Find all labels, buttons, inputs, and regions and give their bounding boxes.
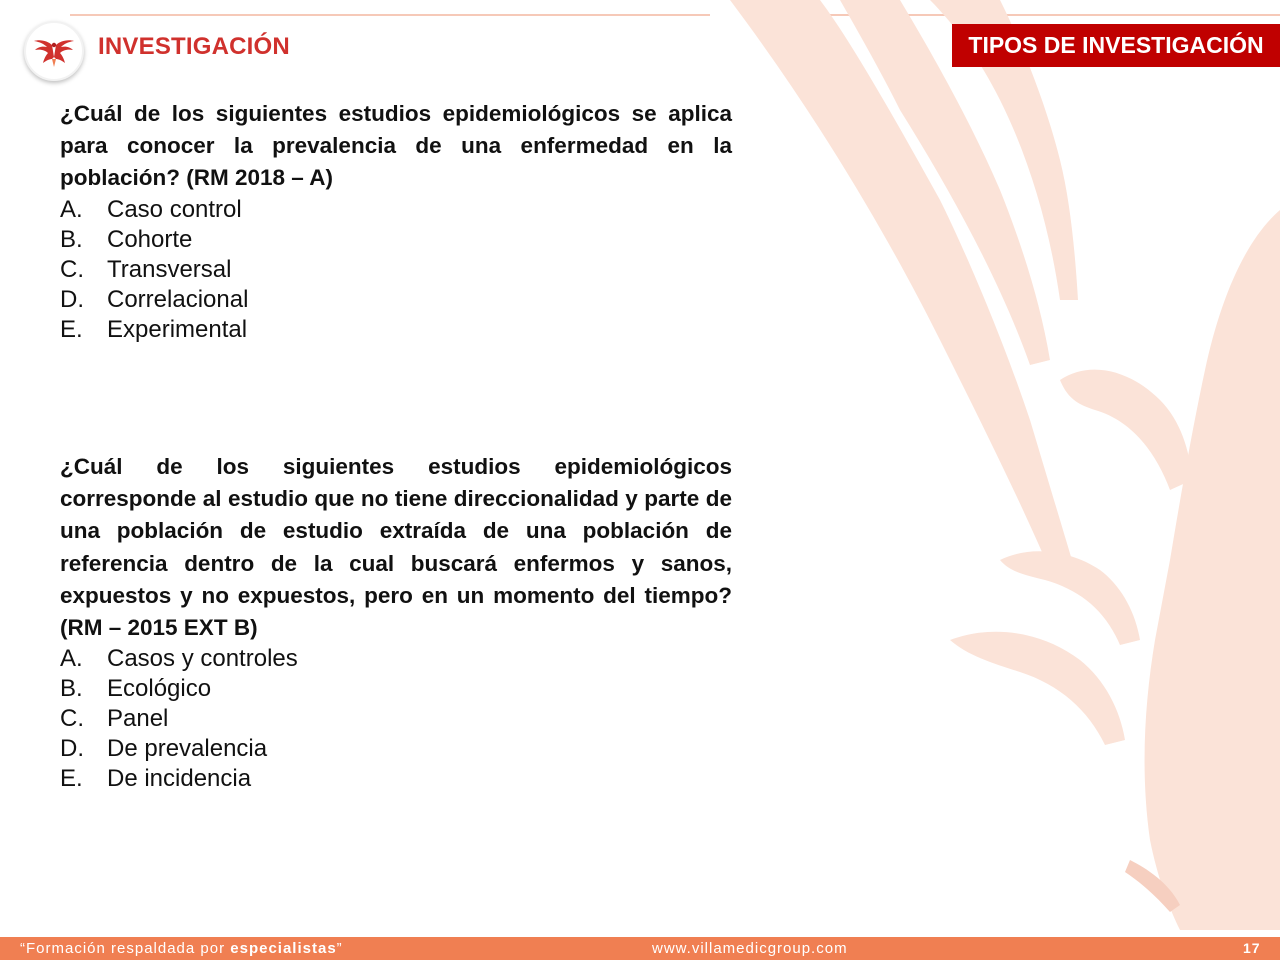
question-text: ¿Cuál de los siguientes estudios epidemiológicos se aplica para conocer la prevalencia de una enfermedad en la población? (RM 2018 – A) <box>60 101 732 191</box>
option-letter: C. <box>60 705 84 733</box>
option-letter: E. <box>60 315 83 343</box>
option-text: Casos y controles <box>107 645 298 673</box>
option-e[interactable] <box>60 315 732 345</box>
option-letter: D. <box>60 735 84 763</box>
question-2 <box>60 451 732 794</box>
option-c[interactable] <box>60 704 732 734</box>
logo <box>24 21 84 81</box>
question-text: ¿Cuál de los siguientes estudios epidemiológicos corresponde al estudio que no tiene direccionalidad y parte de una población de estudio extraída de una población de referencia dentro de la cual buscará enfermos y sanos, expuestos y no expuestos, pero en un momento del tiempo? (RM – 2015 EXT B) <box>60 454 732 641</box>
section-badge: TIPOS DE INVESTIGACIÓN <box>952 24 1280 67</box>
slogan-emphasis: especialistas <box>230 940 337 957</box>
option-text: Correlacional <box>107 285 249 313</box>
option-a[interactable] <box>60 195 732 225</box>
option-letter: A. <box>60 195 83 223</box>
option-text: De prevalencia <box>107 735 268 763</box>
option-a[interactable] <box>60 644 732 674</box>
option-d[interactable] <box>60 285 732 315</box>
footer-bar <box>0 937 1280 960</box>
option-text: Ecológico <box>107 675 212 703</box>
top-divider <box>70 14 710 16</box>
slogan-prefix: “Formación respaldada por <box>20 940 231 957</box>
option-letter: A. <box>60 645 83 673</box>
slogan-suffix: ” <box>336 940 343 957</box>
option-letter: B. <box>60 675 83 703</box>
question-1 <box>60 98 732 345</box>
option-text: Cohorte <box>107 225 193 253</box>
page-number: 17 <box>1243 940 1261 956</box>
option-text: Panel <box>107 705 169 733</box>
option-e[interactable] <box>60 764 732 794</box>
option-letter: E. <box>60 765 83 793</box>
option-text: Transversal <box>107 255 232 283</box>
option-letter: B. <box>60 225 83 253</box>
option-letter: C. <box>60 255 84 283</box>
option-b[interactable] <box>60 674 732 704</box>
option-text: Caso control <box>107 195 242 223</box>
footer-slogan <box>20 940 343 957</box>
option-c[interactable] <box>60 255 732 285</box>
option-d[interactable] <box>60 734 732 764</box>
phoenix-watermark-icon <box>700 0 1280 930</box>
answer-options <box>60 195 732 345</box>
option-b[interactable] <box>60 225 732 255</box>
option-letter: D. <box>60 285 84 313</box>
answer-options <box>60 644 732 794</box>
brand-title: INVESTIGACIÓN <box>98 33 290 60</box>
option-text: De incidencia <box>107 765 252 793</box>
website-link[interactable]: www.villamedicgroup.com <box>652 940 848 957</box>
phoenix-logo-icon <box>26 23 82 79</box>
option-text: Experimental <box>107 315 248 343</box>
